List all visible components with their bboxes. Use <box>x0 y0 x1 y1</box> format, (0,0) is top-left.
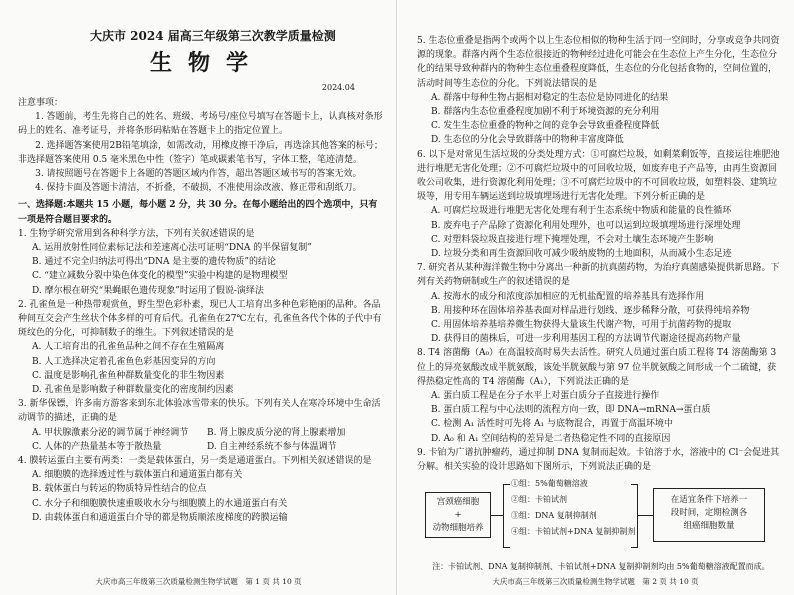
option: A. 运用放射性同位素标记法和差速离心法可证明“DNA 的半保留复制” <box>32 243 312 254</box>
source-box-line: 宫颈癌细胞 <box>436 497 480 508</box>
result-box-line: 在适宜条件下培养一 <box>670 495 748 506</box>
notice-item: 2. 选择题答案使用2B铅笔填涂，如需改动，用橡皮擦干净后，再选涂其他答案的标号；非选择题答案使用 0.5 毫米黑色中性（签字）笔或碳素笔书写，字体工整，笔迹清楚。 <box>18 140 383 165</box>
option: C. 检测 A₁ 活性时可先将 A₁ 与底物混合，再置于高温环境中 <box>431 419 673 430</box>
result-brace <box>631 484 638 548</box>
question-7: 7. 研究者从某种海洋微生物中分离出一种新的抗真菌药物，为治疗真菌感染提供新思路。下列有关药物研制或生产的叙述错误的是 <box>417 263 780 288</box>
question-6: 6. 以下是对常见生活垃圾的分类处理方式：①可腐烂垃圾，如剩菜剩饭等，直接运往堆肥池进行堆肥无害化处理；②不可腐烂垃圾中的可回收垃圾，如废弃电子产品等，由再生资源回收公司收集，进行资源化利用处理；③不可腐烂垃圾中的不可回收垃圾，如塑料袋、建筑垃圾等，用专用车辆运送到垃圾填埋场进行无害化处理。下列分析正确的是 <box>417 149 780 203</box>
result-box-line: 组癌细胞数量 <box>683 521 735 532</box>
option: B. 群落内生态位重叠程度加剧不利于环境资源的充分利用 <box>431 107 660 118</box>
option: B. 肾上腺皮质分泌的肾上腺素增加 <box>207 427 346 438</box>
option: B. 废弃电子产品除了资源化利用处理外，也可以运到垃圾填埋场进行深埋处理 <box>431 220 741 231</box>
question-3: 3. 新华保镖，许多南方游客来到东北体验冰雪带来的快乐。下列有关人在寒冷环境中生命活动调节的描述，正确的是 <box>18 399 381 424</box>
experiment-diagram <box>417 478 780 558</box>
option: C. 水分子和细胞膜快速重吸收水分与细胞膜上的水通道蛋白有关 <box>32 498 288 509</box>
notice-item: 1. 答题前，考生先将自己的姓名、班级、考场号/座位号填写在答题卡上，认真核对条形码上的姓名、准考证号，并将条形码粘贴在答题卡上的指定位置上。 <box>18 112 383 137</box>
group-label: ①组：5%葡萄糖溶液 <box>511 479 588 489</box>
option: D. 自主神经系统不参与体温调节 <box>207 441 337 452</box>
exam-page-right <box>397 0 794 595</box>
option: D. 摩尔根在研究“果蝇眼色遗传现象”时运用了假说-演绎法 <box>32 285 264 296</box>
connector-line <box>637 515 653 516</box>
group-label: ②组：卡铂试剂 <box>511 495 567 505</box>
option: A. 甲状腺激素分泌的调节属于神经调节 <box>32 427 189 438</box>
page-footer: 大庆市高三年级第三次质量检测生物学试题 第 2 页 共 10 页 <box>492 577 699 586</box>
notice-item: 4. 保持卡面及答题卡清洁，不折叠，不破损，不准使用涂改液、修正带和刮纸刀。 <box>35 183 362 194</box>
page-footer: 大庆市高三年级第三次质量检测生物学试题 第 1 页 共 10 页 <box>95 577 302 586</box>
option: D. 获得目的菌株后，可进一步利用基因工程的方法调节代谢途径提高药物产量 <box>431 334 741 345</box>
option: A. 群落中每种生物占据相对稳定的生态位是协同进化的结果 <box>431 92 669 103</box>
option: C. 人体的产热量基本等于散热量 <box>32 441 162 452</box>
section-heading: 一、选择题:本题共 15 小题，每小题 2 分，共 30 分。在每小题给出的四个选项中，只有一项是符合题目要求的。 <box>18 200 378 225</box>
option: C. “建立减数分裂中染色体变化的模型”实验中构建的是物理模型 <box>32 271 288 282</box>
question-9: 9. 卡铂为广谱抗肿瘤药，通过抑制 DNA 复制而起效。卡铂溶于水，溶液中的 Cl⁻会促进其分解。相关实验的设计思路如下图所示，下列说法正确的是 <box>417 447 780 473</box>
option-row <box>18 426 385 440</box>
option: C. 温度是影响孔雀鱼种群数量变化的非生物因素 <box>32 370 225 381</box>
option: A. 细胞膜的选择透过性与载体蛋白和通道蛋白都有关 <box>32 470 243 481</box>
source-box <box>425 492 491 538</box>
question-1: 1. 生物学研究常用到各种科学方法，下列有关叙述错误的是 <box>18 228 255 239</box>
group-label: ④组：卡铂试剂+DNA 复制抑制剂 <box>511 527 636 537</box>
question-2: 2. 孔雀鱼是一种热带观赏鱼，野生型色彩朴素，现已人工培育出多种色彩艳丽的品种。各品种间互交会产生丝状个体多样的可育后代。孔雀鱼在27℃左右，孔雀鱼各代个体的子代中有斑纹色的分化，可抑制数子的维生。下列叙述错误的是 <box>18 299 382 339</box>
option: C. 对塑料袋垃圾直接进行埋下掩埋处理，不会对土壤生态环境产生影响 <box>431 234 714 245</box>
group-brace <box>503 484 510 548</box>
option: B. 人工选择决定着孔雀鱼色彩基因变异的方向 <box>32 356 216 367</box>
subject-title: 生物学 <box>150 50 265 76</box>
group-label: ③组：DNA 复制抑制剂 <box>511 511 597 521</box>
option: D. 生态位的分化会导致群落中的物种丰富度降低 <box>431 135 624 146</box>
option: B. 用接种环在固体培养基表面对样品进行划线、逐步稀释分散，可获得纯培养物 <box>431 305 750 316</box>
option: A. 蛋白质工程是在分子水平上对蛋白质分子直接进行操作 <box>431 391 660 402</box>
diagram-note: 注：卡铂试剂、DNA 复制抑制剂、卡铂试剂+DNA 复制抑制剂均由 5%葡萄糖溶液配置而成。 <box>432 562 770 572</box>
notice-heading: 注意事项： <box>18 98 64 108</box>
result-box-line: 段时间，定期检测各 <box>670 508 748 519</box>
question-4: 4. 膜转运蛋白主要有两类：一类是载体蛋白，另一类是通道蛋白。下列相关叙述错误的是 <box>18 456 372 467</box>
option: A. 人工培育出的孔雀鱼品种之间不存在生殖隔离 <box>32 342 225 353</box>
option: D. 垃圾分类和再生资源回收可减少吸纳废物的土地面积，从而减小生态足迹 <box>431 249 732 260</box>
option: B. 通过不完全归纳法可得出“DNA 是主要的遗传物质”的结论 <box>32 257 276 268</box>
notice-item: 3. 请按照题号在答题卡上各题的答题区域内作答，超出答题区域书写的答案无效。 <box>35 169 362 180</box>
option: B. 蛋白质工程与中心法则的流程方向一致，即 DNA→mRNA→蛋白质 <box>431 405 711 416</box>
exam-date: 2024.04 <box>321 83 355 92</box>
exam-title: 大庆市 2024 届高三年级第三次教学质量检测 <box>90 29 336 43</box>
question-8: 8. T4 溶菌酶（A₀）在高温较高时易失去活性。研究人员通过蛋白质工程将 T4 溶菌酶第 3 位上的异亮氨酸改成半胱氨酸，该处半胱氨酸与第 97 位半胱氨酸之间形成一个二硫键，获得热稳定性高的 T4 溶菌酶（A₁），下列说法正确的是 <box>417 348 777 387</box>
question-5: 5. 生态位重叠是指两个或两个以上生态位相似的物种生活于同一空间时，分享或竞争共同资源的现象。群落内两个生态位很接近的物种经过进化可能会在生态位上产生分化，生态位分化的结果导致种群内的物种生态位重叠程度降低，生态位的分化包括食物的，空间位置的，活动时间等生态位的分化。下列说法错误的是 <box>417 36 780 89</box>
option: C. 用固体培养基培养微生物获得大量该生代谢产物，可用于抗菌药物的提取 <box>431 320 732 331</box>
option: D. 由载体蛋白和通道蛋白介导的都是物质顺浓度梯度的跨膜运输 <box>32 512 288 523</box>
source-box-line: 动物细胞培养 <box>432 523 484 534</box>
option: D. A₀ 和 A₁ 空间结构的差异是二者热稳定性不同的直接原因 <box>431 433 671 444</box>
source-box-line: + <box>454 510 462 521</box>
option-row <box>18 440 385 454</box>
option: A. 可腐烂垃圾进行堆肥无害化处理有利于生态系统中物质和能量的良性循环 <box>431 206 732 217</box>
option: D. 孔雀鱼是影响数子种群数量变化的密度制约因素 <box>32 385 234 396</box>
option: C. 发生生态位重叠的物种之间的竞争会导致重叠程度降低 <box>431 121 660 132</box>
option: B. 载体蛋白与转运的物质特异性结合的位点 <box>32 484 207 495</box>
connector-line <box>491 515 503 516</box>
result-box <box>653 488 765 542</box>
option: A. 按海水的成分和浓度添加相应的无机盐配置的培养基具有选择作用 <box>431 291 705 302</box>
